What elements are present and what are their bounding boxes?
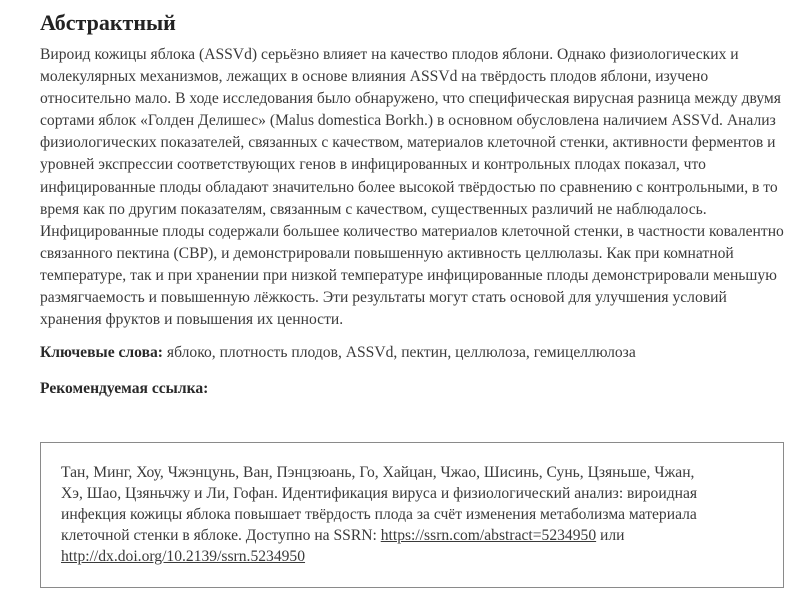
- abstract-heading: Абстрактный: [40, 10, 176, 35]
- doi-link[interactable]: http://dx.doi.org/10.2139/ssrn.5234950: [61, 548, 306, 565]
- citation-box: [40, 442, 784, 588]
- citation-separator: или: [596, 527, 625, 544]
- article-content: [40, 6, 790, 400]
- citation-text: [61, 462, 701, 567]
- keywords-text: яблоко, плотность плодов, ASSVd, пектин, целлюлоза, гемицеллюлоза: [163, 344, 636, 362]
- keywords-label: Ключевые слова:: [40, 344, 163, 362]
- ssrn-abstract-link[interactable]: https://ssrn.com/abstract=5234950: [380, 527, 597, 544]
- abstract-text: Вироид кожицы яблока (ASSVd) серьёзно влияет на качество плодов яблони. Однако физиологических и молекулярных механизмов, лежащих в основе влияния ASSVd на твёрдость плодов яблони, изучено относительно мало. В ходе исследования было обнаружено, что специфическая вирусная разница между двумя сортами яблок «Голден Делишес» (Malus domestica Borkh.) в основном обусловлена наличием ASSVd. Анализ физиологических показателей, связанных с качеством, материалов клеточной стенки, активности ферментов и уровней экспрессии соответствующих генов в инфицированных и контрольных плодах показал, что инфицированные плоды обладают значительно более высокой твёрдостью по сравнению с контрольными, в то время как по другим показателям, связанным с качеством, существенных различий не наблюдалось. Инфицированные плоды содержали большее количество материалов клеточной стенки, в частности ковалентно связанного пектина (CBP), и демонстрировали повышенную активность целлюлазы. Как при комнатной температуре, так и при хранении при низкой температуре инфицированные плоды демонстрировали меньшую размягчаемость и повышенную лёжкость. Эти результаты могут стать основой для улучшения условий хранения фруктов и повышения их ценности.: [40, 46, 784, 329]
- recommended-citation-label: Рекомендуемая ссылка:: [40, 380, 209, 398]
- keywords-line: [40, 342, 790, 364]
- citation-body: Тан, Минг, Хоу, Чжэнцунь, Ван, Пэнцзюань, Го, Хайцан, Чжао, Шисинь, Сунь, Цзяньше, Чжан, Хэ, Шао, Цзяньчжу и Ли, Гофан. Идентификация вируса и физиологический анализ: вироидная инфекция кожицы яблока повышает твёрдость плода за счёт изменения метаболизма материала клеточной стенки в яблоке. Доступно на SSRN:: [61, 464, 698, 544]
